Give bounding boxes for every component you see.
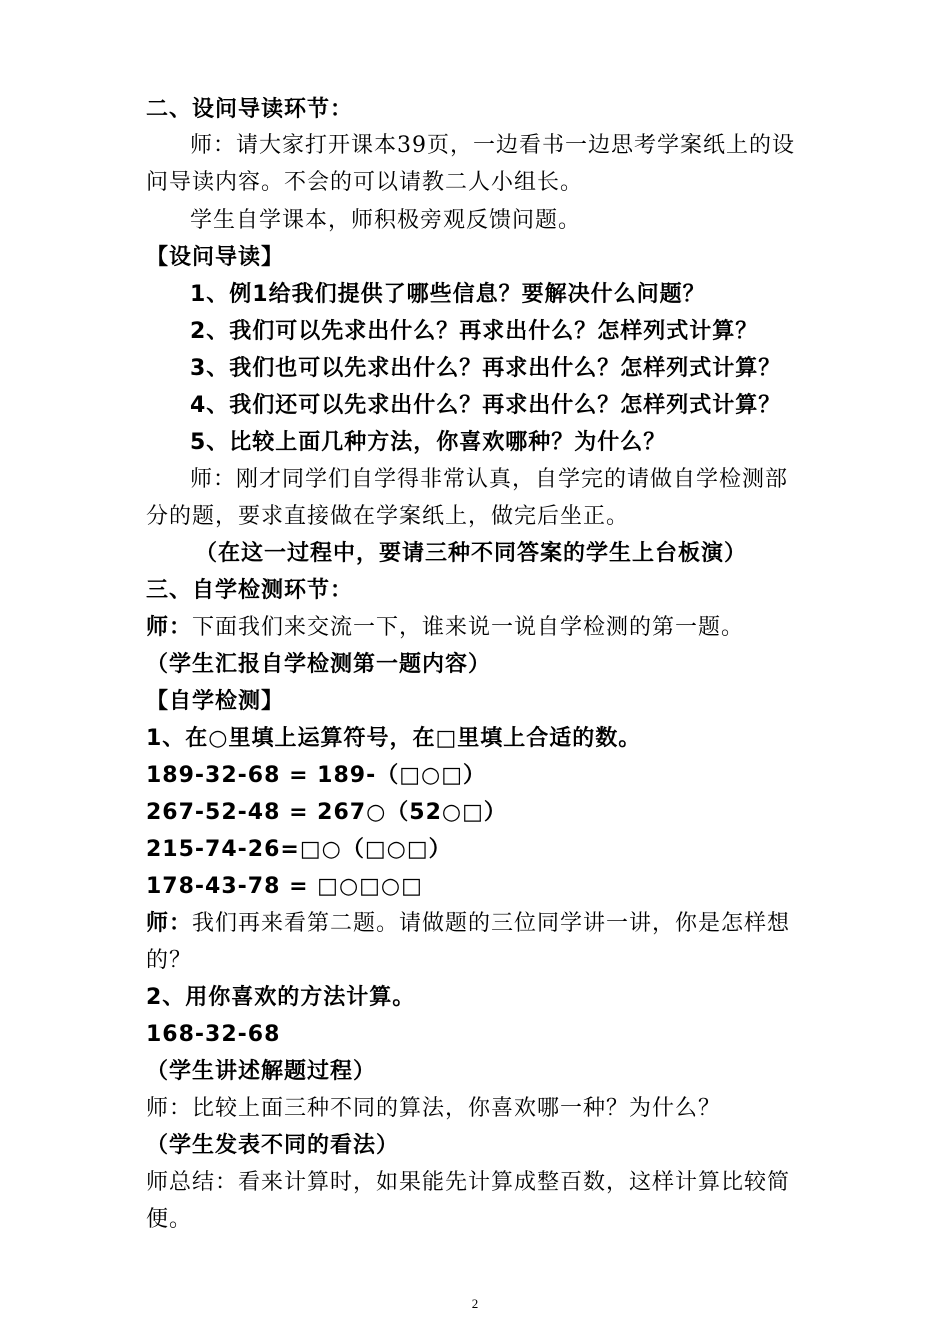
stage-note: （学生汇报自学检测第一题内容） [146, 652, 492, 677]
question-item: 1、例1给我们提供了哪些信息？要解决什么问题？ [190, 282, 706, 307]
dialogue-line [146, 906, 816, 942]
speaker-label: 师： [146, 615, 193, 640]
paragraph-line: 师总结：看来计算时，如果能先计算成整百数，这样计算比较简 [146, 1170, 791, 1195]
dialogue-text: 下面我们来交流一下，谁来说一说自学检测的第一题。 [192, 615, 745, 640]
stage-note: （学生发表不同的看法） [146, 1133, 400, 1158]
stage-note: （学生讲述解题过程） [146, 1059, 377, 1084]
speaker-label: 师： [146, 911, 193, 936]
section-heading: 三、自学检测环节： [146, 578, 354, 603]
section-heading: 二、设问导读环节： [146, 97, 354, 122]
paragraph-line: 学生自学课本，师积极旁观反馈问题。 [190, 208, 582, 233]
section-label: 【设问导读】 [146, 245, 285, 270]
equation-line: 178-43-78 = □○□○□ [146, 874, 423, 899]
paragraph-line: 的？ [146, 948, 193, 973]
equation-line: 267-52-48 = 267○（52○□） [146, 800, 507, 825]
paragraph-line: 便。 [146, 1207, 193, 1232]
question-item: 4、我们还可以先求出什么？再求出什么？怎样列式计算？ [190, 393, 782, 418]
question-item: 3、我们也可以先求出什么？再求出什么？怎样列式计算？ [190, 356, 782, 381]
dialogue-line [146, 610, 816, 646]
question-item: 2、我们可以先求出什么？再求出什么？怎样列式计算？ [190, 319, 759, 344]
paragraph-line: 师：请大家打开课本39页，一边看书一边思考学案纸上的设 [190, 133, 795, 158]
paragraph-line: 分的题，要求直接做在学案纸上，做完后坐正。 [146, 504, 630, 529]
equation-line: 168-32-68 [146, 1022, 281, 1047]
stage-note: （在这一过程中，要请三种不同答案的学生上台板演） [195, 541, 748, 566]
equation-line: 215-74-26=□○（□○□） [146, 837, 452, 862]
equation-line: 189-32-68 = 189-（□○□） [146, 763, 486, 788]
paragraph-line: 师：刚才同学们自学得非常认真，自学完的请做自学检测部 [190, 467, 789, 492]
page-number: 2 [471, 1296, 479, 1311]
paragraph-line: 师：比较上面三种不同的算法，你喜欢哪一种？为什么？ [146, 1096, 722, 1121]
paragraph-line: 问导读内容。不会的可以请教二人小组长。 [146, 170, 584, 195]
section-label: 【自学检测】 [146, 689, 285, 714]
exercise-prompt: 2、用你喜欢的方法计算。 [146, 985, 416, 1010]
question-item: 5、比较上面几种方法，你喜欢哪种？为什么？ [190, 430, 667, 455]
dialogue-text: 我们再来看第二题。请做题的三位同学讲一讲，你是怎样想 [192, 911, 791, 936]
exercise-prompt: 1、在○里填上运算符号，在□里填上合适的数。 [146, 726, 642, 751]
